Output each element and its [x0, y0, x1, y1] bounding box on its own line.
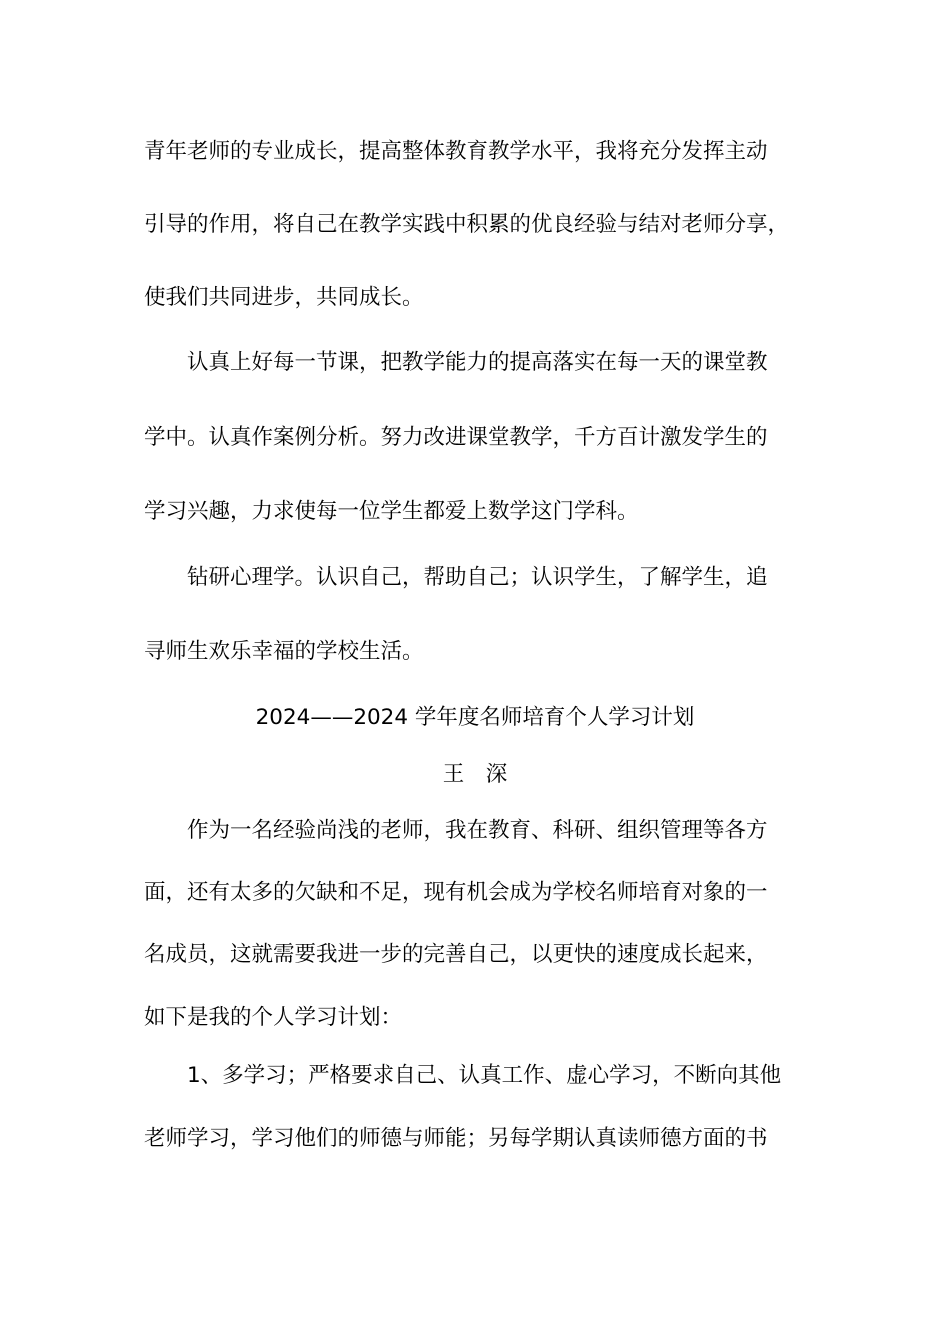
paragraph-line: 如下是我的个人学习计划：	[144, 1005, 403, 1030]
paragraph-line: 名成员，这就需要我进一步的完善自己，以更快的速度成长起来，	[144, 942, 768, 967]
paragraph-line: 引导的作用，将自己在教学实践中积累的优良经验与结对老师分享，	[144, 212, 790, 237]
paragraph-line: 青年老师的专业成长，提高整体教育教学水平，我将充分发挥主动	[144, 139, 768, 164]
paragraph-line: 作为一名经验尚浅的老师，我在教育、科研、组织管理等各方	[187, 818, 768, 843]
section-title: 2024——2024 学年度名师培育个人学习计划	[255, 705, 695, 730]
paragraph-line: 钻研心理学。认识自己，帮助自己；认识学生，了解学生，追	[187, 565, 768, 590]
paragraph-line: 认真上好每一节课，把教学能力的提高落实在每一天的课堂教	[187, 350, 768, 375]
paragraph-line: 学中。认真作案例分析。努力改进课堂教学，千方百计激发学生的	[144, 425, 768, 450]
author-name: 王 深	[442, 762, 508, 787]
paragraph-line: 使我们共同进步，共同成长。	[144, 285, 424, 310]
paragraph-line: 寻师生欢乐幸福的学校生活。	[144, 639, 424, 664]
paragraph-line: 面，还有太多的欠缺和不足，现有机会成为学校名师培育对象的一	[144, 880, 768, 905]
list-item-line: 老师学习，学习他们的师德与师能；另每学期认真读师德方面的书	[144, 1126, 768, 1151]
paragraph-line: 学习兴趣，力求使每一位学生都爱上数学这门学科。	[144, 499, 639, 524]
list-item-line: 1、多学习；严格要求自己、认真工作、虚心学习，不断向其他	[187, 1063, 782, 1088]
